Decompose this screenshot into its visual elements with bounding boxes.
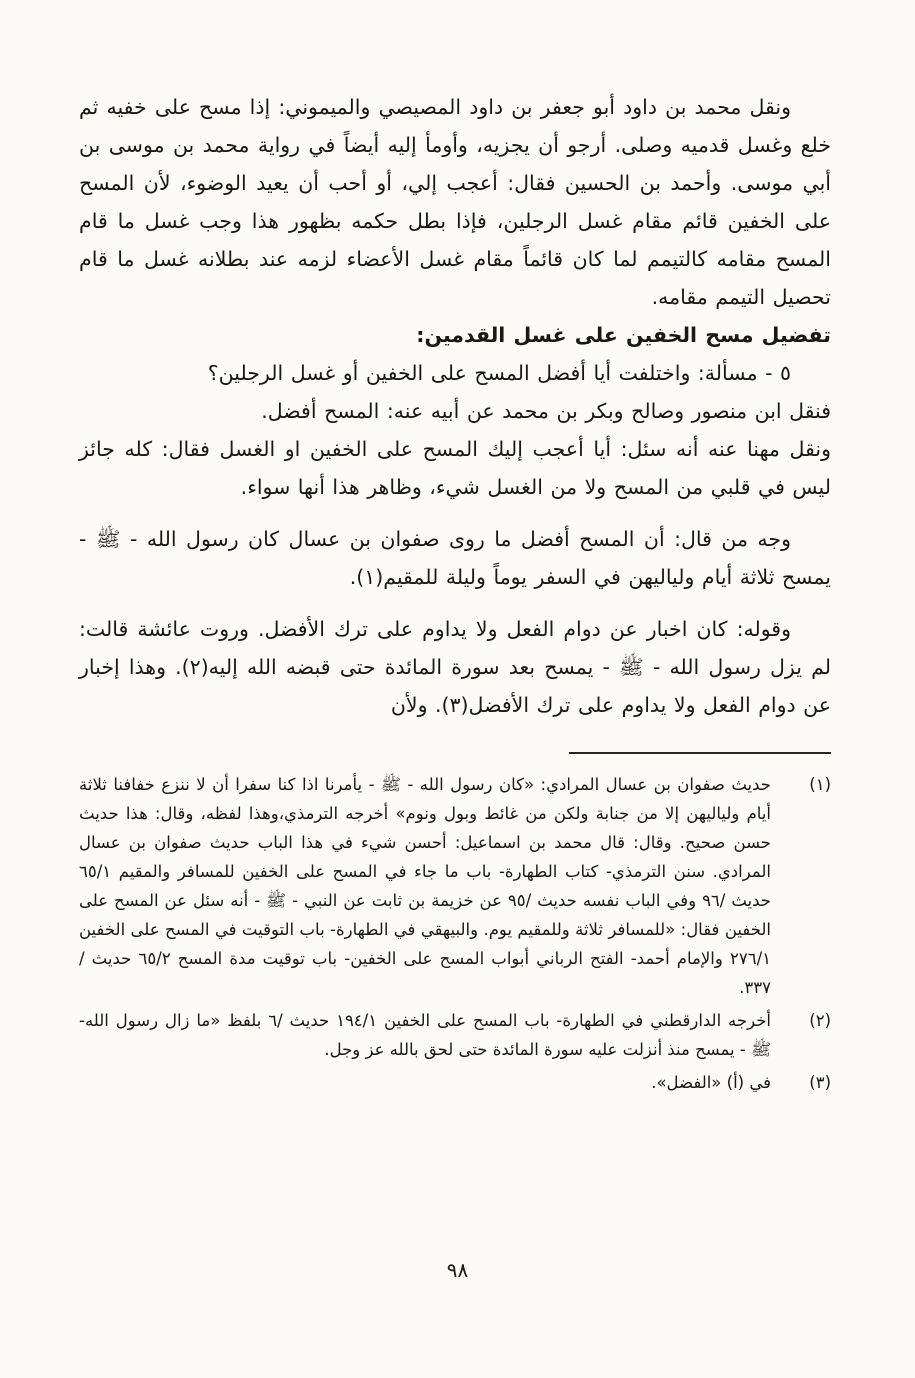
section-heading-tafdil-mash: تفضيل مسح الخفين على غسل القدمين:: [416, 323, 831, 347]
paragraph-masala-5: ٥ - مسألة: واختلفت أيا أفضل المسح على الخفين أو غسل الرجلين؟: [207, 361, 791, 385]
footnote-text-3: في (أ) «الفضل».: [651, 1073, 771, 1092]
main-text-block: [79, 88, 831, 724]
page-number: ٩٨: [446, 1258, 469, 1282]
paragraph-naql-ibn-mansur: فنقل ابن منصور وصالح وبكر بن محمد عن أبيه عنه: المسح أفضل.: [261, 399, 831, 423]
footnote-text-2: أخرجه الدارقطني في الطهارة- باب المسح على الخفين ١٩٤/١ حديث /٦ بلفظ «ما زال رسول الله- ﷺ - يمسح منذ أنزلت عليه سورة المائدة حتى لحق بالله عز وجل.: [79, 1011, 771, 1059]
footnote-text-1: حديث صفوان بن عسال المرادي: «كان رسول الله - ﷺ - يأمرنا اذا كنا سفرا أن لا ننزع خفافنا ثلاثة أيام ولياليهن إلا من جنابة ولكن من غائط وبول ونوم» أخرجه الترمذي،وهذا لفظه، وقال: هذا حديث حسن صحيح. وقال: قال محمد بن اسماعيل: أحسن شيء في هذا الباب حديث صفوان بن عسال المرادي. سنن الترمذي- كتاب الطهارة- باب ما جاء في المسح على الخفين للمسافر والمقيم ٦٥/١ حديث /٩٦ وفي الباب نفسه حديث /٩٥ عن خزيمة بن ثابت عن النبي - ﷺ - أنه سئل عن المسح على الخفين فقال: «للمسافر ثلاثة وللمقيم يوم. والبيهقي في الطهارة- باب التوقيت في المسح على الخفين ٢٧٦/١ والإمام أحمد- الفتح الرباني أبواب المسح على الخفين- باب توقيت مدة المسح ٦٥/٢ حديث /٣٣٧.: [79, 775, 771, 997]
page-content: [79, 88, 831, 1101]
paragraph-qawluhu: وقوله: كان اخبار عن دوام الفعل ولا يداوم على ترك الأفضل. وروت عائشة قالت: لم يزل رسول الله - ﷺ - يمسح بعد سورة المائدة حتى قبضه الله إليه(٢). وهذا إخبار عن دوام الفعل ولا يداوم على ترك الأفضل(٣). ولأن: [79, 617, 831, 717]
paragraph-naql-muhanna: ونقل مهنا عنه أنه سئل: أيا أعجب إليك المسح على الخفين او الغسل فقال: كله جائز ليس في قلبي من المسح ولا من الغسل شيء، وظاهر هذا أنها سواء.: [79, 437, 831, 499]
footnote-item-2: [79, 1006, 831, 1064]
footnote-marker-2: (٢): [809, 1011, 831, 1030]
footnote-item-1: [79, 770, 831, 1002]
footnote-marker-3: (٣): [809, 1073, 831, 1092]
footnote-item-3: [79, 1068, 831, 1097]
footnotes-block: [79, 770, 831, 1097]
paragraph-wajh-man-qal: وجه من قال: أن المسح أفضل ما روى صفوان بن عسال كان رسول الله - ﷺ - يمسح ثلاثة أيام ولياليهن في السفر يوماً وليلة للمقيم(١).: [79, 527, 831, 589]
footnote-separator-rule: [569, 752, 831, 754]
footnote-marker-1: (١): [809, 775, 831, 794]
paragraph-naql-mohammad: ونقل محمد بن داود أبو جعفر بن داود المصيصي والميموني: إذا مسح على خفيه ثم خلع وغسل قدميه وصلى. أرجو أن يجزيه، وأومأ إليه أيضاً في رواية محمد بن موسى بن أبي موسى. وأحمد بن الحسين فقال: أعجب إلي، أو أحب أن يعيد الوضوء، لأن المسح على الخفين قائم مقام غسل الرجلين، فإذا بطل حكمه بظهور هذا وجب غسل ما قام المسح مقامه كالتيمم لما كان قائماً مقام غسل الأعضاء لزمه عند بطلانه غسل ما قام تحصيل التيمم مقامه.: [79, 95, 831, 309]
